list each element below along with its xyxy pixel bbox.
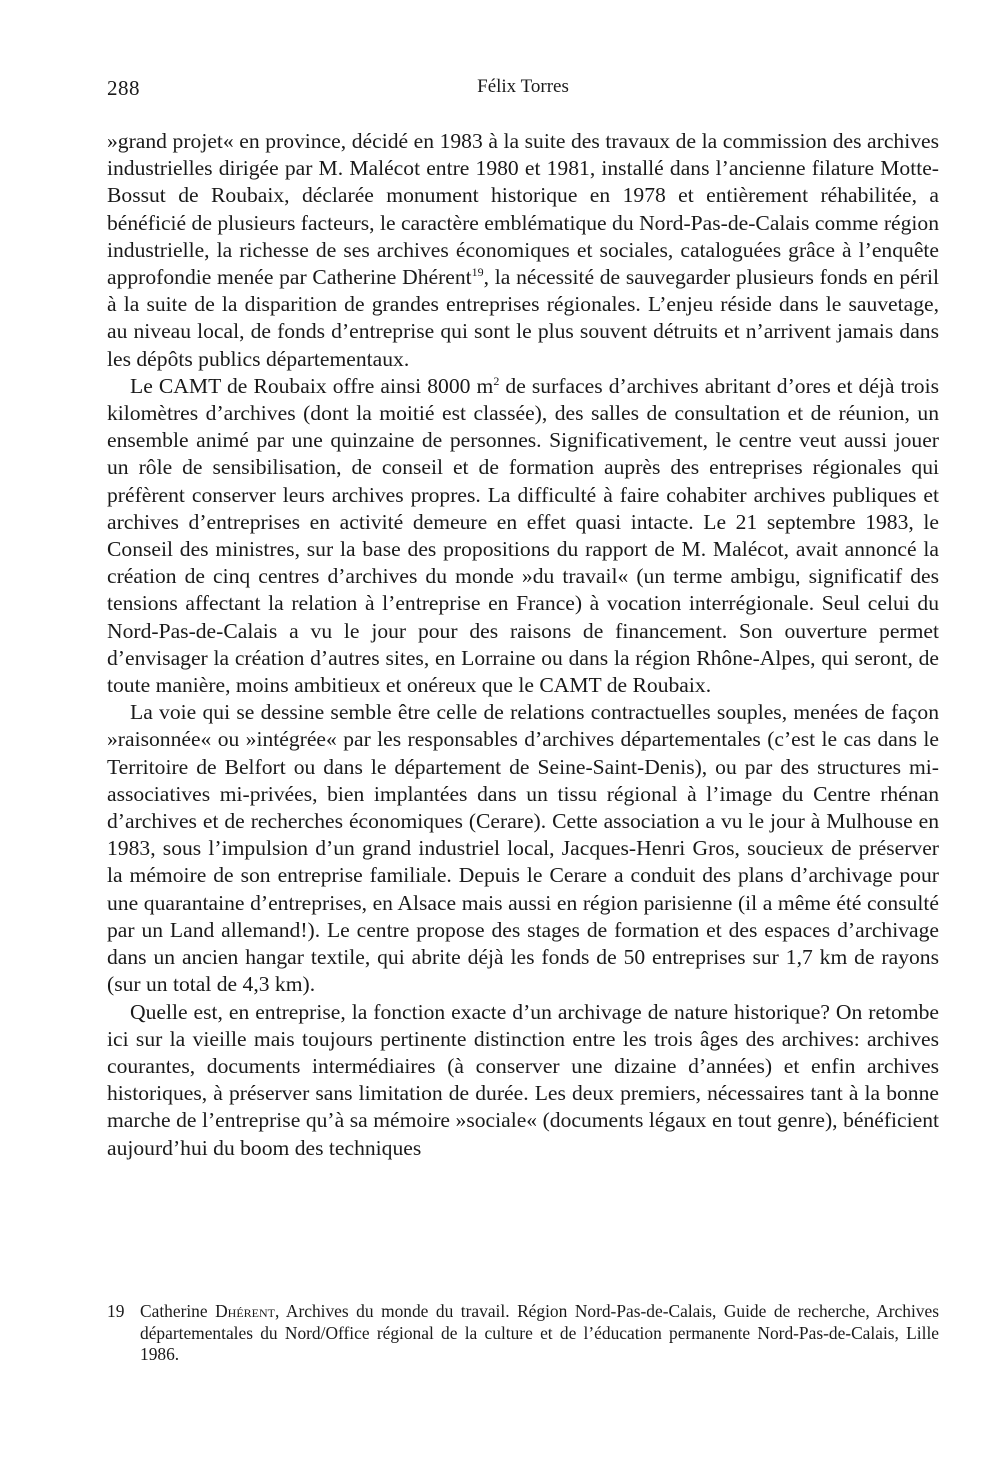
body-text — [107, 128, 939, 1162]
text-run: La voie qui se dessine semble être celle de relations contractuelles souples, menées de façon »raisonnée« ou »intégrée« par les responsables d’archives départementales (c’est le cas dans le Territoire de Belfort ou dans le département de Seine-Saint-Denis), ou par des structures mi-associatives mi-privées, bien implantées dans un tissu régional à l’image du Centre rhénan d’archives et de recherches économiques (Cerare). Cette association a vu le jour à Mulhouse en 1983, sous l’impulsion d’un grand industriel local, Jacques-Henri Gros, soucieux de préserver la mémoire de son entreprise familiale. Depuis le Cerare a conduit des plans d’archivage pour une quarantaine d’entreprises, en Alsace mais aussi en région parisienne (il a même été consulté par un Land allemand!). Le centre propose des stages de formation et des espaces d’archivage dans un ancien hangar textile, qui abrite déjà les fonds de 50 entreprises sur 1,7 km de rayons (sur un total de 4,3 km). — [107, 700, 939, 997]
text-run: Catherine — [140, 1301, 216, 1321]
footnote-text — [140, 1301, 939, 1366]
footnote-number: 19 — [107, 1301, 125, 1321]
footnote-reference: 2 — [493, 373, 500, 388]
author-name: Dhérent — [215, 1301, 275, 1321]
footnote-reference: 19 — [471, 264, 484, 279]
paragraph — [107, 999, 939, 1162]
footnotes — [107, 1301, 939, 1366]
paragraph — [107, 128, 939, 373]
text-run: , Archives du monde du travail. Région Nord-Pas-de-Calais, Guide de recherche, Archives départementales du Nord/Office régional de la culture et de l’éducation permanente Nord-Pas-de-Calais, Lille 1986. — [140, 1301, 939, 1364]
text-run: Quelle est, en entreprise, la fonction exacte d’un archivage de nature historique? On retombe ici sur la vieille mais toujours pertinente distinction entre les trois âges des archives: archives courantes, documents intermédiaires (à conserver une dizaine d’années) et enfin archives historiques, à préserver sans limitation de durée. Les deux premiers, nécessaires tant à la bonne marche de l’entreprise qu’à sa mémoire »sociale« (documents légaux en tout genre), bénéficient aujourd’hui du boom des techniques — [107, 999, 939, 1160]
page-header — [107, 76, 939, 106]
footnote — [107, 1301, 939, 1366]
text-run: Le CAMT de Roubaix offre ainsi 8000 m — [130, 373, 494, 398]
text-run: »grand projet« en province, décidé en 1983 à la suite des travaux de la commission des archives industrielles dirigée par M. Malécot entre 1980 et 1981, installé dans l’ancienne filature Motte-Bossut de Roubaix, déclarée monument historique en 1978 et entièrement réhabilitée, a bénéficié de plusieurs facteurs, le caractère emblématique du Nord-Pas-de-Calais comme région industrielle, la richesse de ses archives économiques et sociales, cataloguées grâce à l’enquête approfondie menée par Catherine Dhérent — [107, 129, 939, 290]
text-run: , la nécessité de sauvegarder plusieurs fonds en péril à la suite de la disparition de grandes entreprises régionales. L’enjeu réside dans le sauvetage, au niveau local, de fonds d’entreprise qui sont le plus souvent détruits et n’arrivent jamais dans les dépôts publics départementaux. — [107, 265, 939, 371]
running-head: Félix Torres — [477, 76, 569, 97]
page-number: 288 — [107, 76, 140, 100]
text-run: de surfaces d’archives abritant d’ores et déjà trois kilomètres d’archives (dont la moitié est classée), des salles de consultation et de réunion, un ensemble animé par une quinzaine de personnes. Significativement, le centre veut aussi jouer un rôle de sensibilisation, de conseil et de formation auprès des entreprises régionales qui préfèrent conserver leurs archives propres. La difficulté à faire cohabiter archives publiques et archives d’entreprises en activité demeure en effet quasi intacte. Le 21 septembre 1983, le Conseil des ministres, sur la base des propositions du rapport de M. Malécot, avait annoncé la création de cinq centres d’archives du monde »du travail« (un terme ambigu, significatif des tensions affectant la relation à l’entreprise en France) à vocation interrégionale. Seul celui du Nord-Pas-de-Calais a vu le jour pour des raisons de financement. Son ouverture permet d’envisager la création d’autres sites, en Lorraine ou dans la région Rhône-Alpes, qui seront, de toute manière, moins ambitieux et onéreux que le CAMT de Roubaix. — [107, 373, 939, 698]
paragraph — [107, 699, 939, 998]
paragraph — [107, 373, 939, 699]
